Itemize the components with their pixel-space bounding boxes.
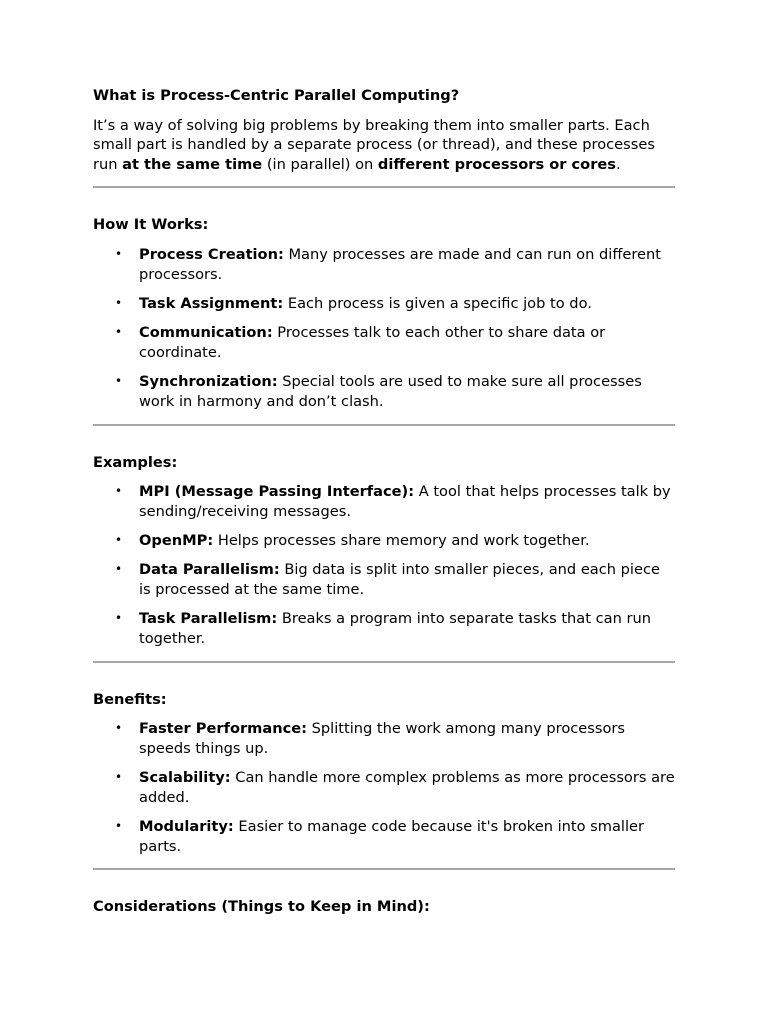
how-it-works-list xyxy=(93,245,675,412)
document-page xyxy=(93,86,675,917)
item-term: Task Parallelism: xyxy=(139,610,278,628)
item-desc: Easier to manage code because it's broken into smaller parts. xyxy=(139,818,645,855)
bullet-icon: • xyxy=(115,325,123,340)
item-term: Process Creation: xyxy=(139,245,284,263)
section-divider xyxy=(93,424,675,426)
benefits-list xyxy=(93,719,675,856)
list-item xyxy=(93,372,675,411)
bullet-icon: • xyxy=(115,770,123,785)
section-title-examples: Examples: xyxy=(93,453,178,471)
item-desc: Processes talk to each other to share data or coordinate. xyxy=(139,324,606,361)
item-term: Modularity: xyxy=(139,818,234,836)
bullet-icon: • xyxy=(115,562,123,577)
section-divider xyxy=(93,186,675,188)
item-term: Scalability: xyxy=(139,769,231,787)
bullet-icon: • xyxy=(115,533,123,548)
list-item xyxy=(93,323,675,362)
list-item xyxy=(93,768,675,807)
bullet-icon: • xyxy=(115,611,123,626)
bullet-icon: • xyxy=(115,721,123,736)
item-desc: Can handle more complex problems as more processors are added. xyxy=(139,769,675,806)
list-item xyxy=(93,482,675,521)
intro-bold-2: different processors or cores xyxy=(377,155,616,173)
intro-paragraph xyxy=(93,116,675,175)
bullet-icon: • xyxy=(115,246,123,261)
intro-text-1: It’s a way of solving big problems by breaking them into smaller parts. Each small part is handled by a separate process (or thread), and these processes run xyxy=(93,116,655,173)
section-title-considerations: Considerations (Things to Keep in Mind): xyxy=(93,898,430,916)
list-item xyxy=(93,609,675,648)
list-item xyxy=(93,245,675,284)
bullet-icon: • xyxy=(115,295,123,310)
list-item xyxy=(93,719,675,758)
list-item xyxy=(93,817,675,856)
list-item xyxy=(93,294,675,314)
bullet-icon: • xyxy=(115,819,123,834)
section-title-how-it-works: How It Works: xyxy=(93,216,209,234)
bullet-icon: • xyxy=(115,484,123,499)
item-desc: Big data is split into smaller pieces, and each piece is processed at the same time. xyxy=(139,561,660,599)
list-item xyxy=(93,531,675,551)
item-term: MPI (Message Passing Interface): xyxy=(139,483,415,501)
item-term: Communication: xyxy=(139,324,273,342)
intro-bold-1: at the same time xyxy=(122,155,263,173)
item-term: OpenMP: xyxy=(139,532,214,550)
item-desc: Each process is given a specific job to do. xyxy=(283,294,592,312)
item-term: Data Parallelism: xyxy=(139,561,280,579)
item-term: Synchronization: xyxy=(139,373,278,391)
item-desc: Breaks a program into separate tasks that can run together. xyxy=(139,610,651,648)
examples-list xyxy=(93,482,675,649)
section-divider xyxy=(93,868,675,870)
list-item xyxy=(93,560,675,599)
item-desc: Special tools are used to make sure all processes work in harmony and don’t clash. xyxy=(139,373,642,410)
intro-text-2: (in parallel) on xyxy=(262,155,378,173)
item-desc: Many processes are made and can run on different processors. xyxy=(139,245,661,283)
item-term: Task Assignment: xyxy=(139,294,284,312)
section-title-benefits: Benefits: xyxy=(93,690,167,708)
item-term: Faster Performance: xyxy=(139,720,307,738)
item-desc: A tool that helps processes talk by sending/receiving messages. xyxy=(139,483,671,520)
intro-title: What is Process-Centric Parallel Computing? xyxy=(93,87,460,104)
item-desc: Splitting the work among many processors speeds things up. xyxy=(139,720,626,757)
intro-text-3: . xyxy=(615,155,621,173)
section-divider xyxy=(93,661,675,663)
item-desc: Helps processes share memory and work together. xyxy=(213,532,590,550)
bullet-icon: • xyxy=(115,374,123,389)
